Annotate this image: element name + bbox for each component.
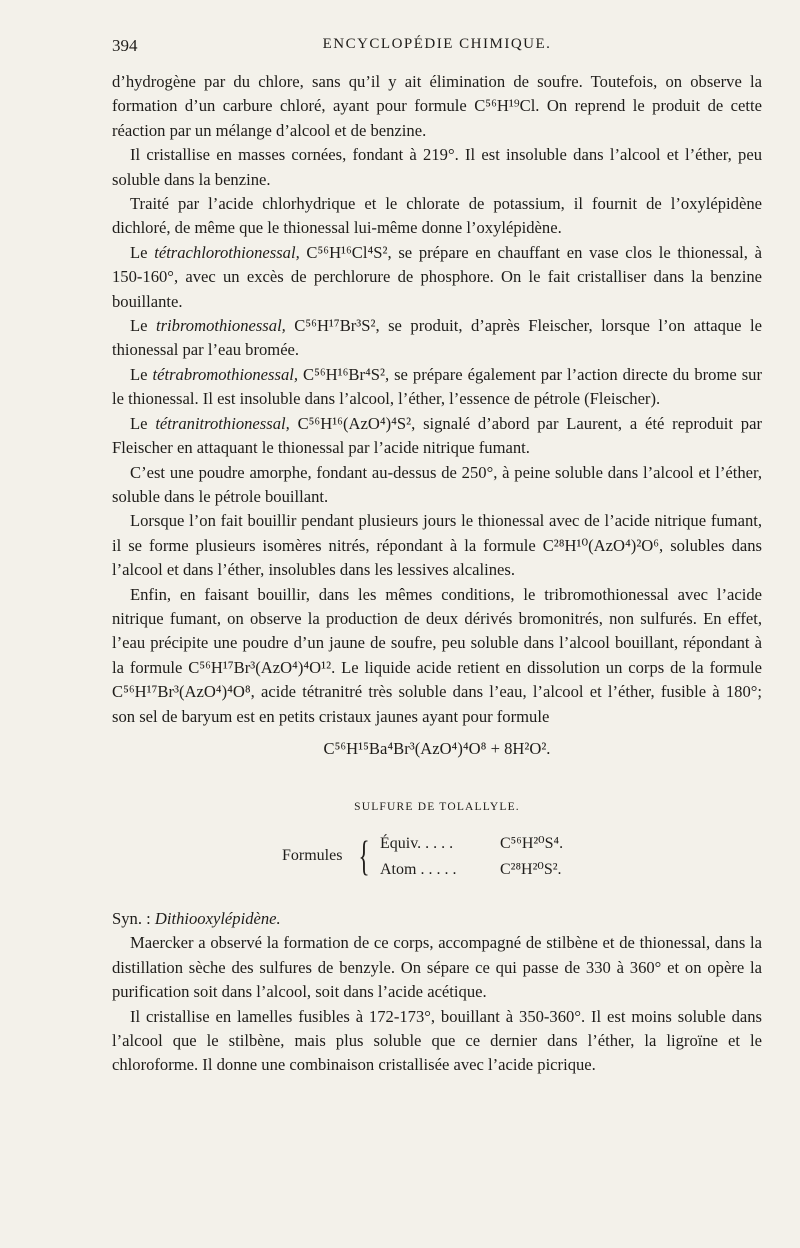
paragraph: Il cristallise en masses cornées, fondant à 219°. Il est insoluble dans l’alcool et l’éther, peu soluble dans la benzine.: [112, 145, 762, 189]
compound-name: tétrabromothionessal,: [152, 364, 299, 384]
synonym-line: [112, 907, 762, 931]
text: C⁵⁶H¹⁷Br³S², se produit, d’après Fleischer, lorsque l’on attaque le thionessal par l’eau bromée.: [112, 316, 762, 360]
paragraph: d’hydrogène par du chlore, sans qu’il y ait élimination de soufre. Toutefois, on observe la formation d’un carbure chloré, ayant pour formule C⁵⁶H¹⁹Cl. On reprend le produit de cette réaction par un mélange d’alcool et de benzine.: [112, 72, 762, 140]
page-header: [112, 36, 762, 60]
brace-glyph: {: [358, 833, 370, 880]
paragraph: [112, 412, 762, 461]
text: C⁵⁶H¹⁶(AzO⁴)⁴S², signalé d’abord par Laurent, a été reproduit par Fleischer en attaquant le thionessal par l’acide nitrique fumant.: [112, 413, 762, 458]
synonym-name: Dithiooxylépidène.: [154, 908, 281, 928]
section-title: SULFURE DE TOLALLYLE.: [354, 800, 520, 813]
page-number: 394: [112, 36, 138, 55]
running-title: ENCYCLOPÉDIE CHIMIQUE.: [322, 36, 552, 52]
text: Le: [130, 242, 155, 262]
paragraph: Maercker a observé la formation de ce corps, accompagné de stilbène et de thionessal, dans la distillation sèche des sulfures de benzyle. On sépare ce qui passe de 330 à 360° et on opère la purification soit dans l’alcool, soit dans l’acide acétique.: [112, 933, 762, 1002]
formula-row-equiv: [380, 833, 563, 853]
paragraph: [112, 314, 762, 363]
text: C⁵⁶H¹⁶Cl⁴S², se prépare en chauffant en vase clos le thionessal, à 150-160°, avec un excès de perchlorure de phosphore. On le fait cristalliser dans la benzine bouillante.: [112, 242, 762, 311]
paragraph: C’est une poudre amorphe, fondant au-dessus de 250°, à peine soluble dans l’alcool et l’éther, soluble dans le pétrole bouillant.: [112, 462, 762, 506]
compound-name: tribromothionessal,: [155, 316, 286, 336]
text: Syn. :: [112, 908, 155, 928]
text: Le: [130, 413, 156, 433]
paragraph: Lorsque l’on fait bouillir pendant plusieurs jours le thionessal avec de l’acide nitrique fumant, il se forme plusieurs isomères nitrés, répondant à la formule C²⁸H¹⁰(AzO⁴)²O⁶, solubles dans l’alcool et dans l’éther, insolubles dans les lessives alcalines.: [112, 511, 762, 580]
formula-value: C²⁸H²⁰S².: [500, 860, 562, 878]
paragraph: Enfin, en faisant bouillir, dans les mêmes conditions, le tribromothionessal avec l’acide nitrique fumant, on observe la production de deux dérivés bromonitrés, non sulfurés. En effet, l’eau précipite une poudre d’un jaune de soufre, peu soluble dans l’alcool bouillant, répondant à la formule C⁵⁶H¹⁷Br³(AzO⁴)⁴O¹². Le liquide acide retient en dissolution un corps de la formule C⁵⁶H¹⁷Br³(AzO⁴)⁴O⁸, acide tétranitré très soluble dans l’eau, l’alcool et l’éther, fusible à 180°; son sel de baryum est en petits cristaux jaunes ayant pour formule: [112, 584, 762, 726]
formulas-label: Formules: [282, 846, 343, 864]
compound-name: tétranitrothionessal,: [155, 413, 290, 433]
formula-value: C⁵⁶H²⁰S⁴.: [500, 834, 564, 852]
paragraph: [112, 241, 762, 314]
formula-label: Atom . . . . .: [380, 860, 457, 878]
page-body: [112, 70, 762, 1078]
salt-formula: C⁵⁶H¹⁵Ba⁴Br³(AzO⁴)⁴O⁸ + 8H²O².: [323, 738, 551, 758]
formula-row-atom: [380, 859, 562, 879]
text: Le: [130, 364, 153, 384]
paragraph: Traité par l’acide chlorhydrique et le chlorate de potassium, il fournit de l’oxylépidène dichloré, de même que le thionessal lui-même donne l’oxylépidène.: [112, 194, 762, 238]
compound-name: tétrachlorothionessal,: [154, 242, 300, 262]
text: C⁵⁶H¹⁶Br⁴S², se prépare également par l’action directe du brome sur le thionessal. Il est insoluble dans l’alcool, l’éther, l’essence de pétrole (Fleischer).: [112, 364, 762, 409]
formula-label: Équiv. . . . .: [380, 834, 454, 852]
paragraph: Il cristallise en lamelles fusibles à 172-173°, bouillant à 350-360°. Il est moins soluble dans l’alcool que le stilbène, mais plus soluble que ce dernier dans l’éther, la ligroïne et le chloroforme. Il donne une combinaison cristallisée avec l’acide picrique.: [112, 1006, 762, 1075]
text: Le: [130, 316, 156, 336]
formulas-block: [282, 829, 762, 893]
paragraph: [112, 363, 762, 412]
